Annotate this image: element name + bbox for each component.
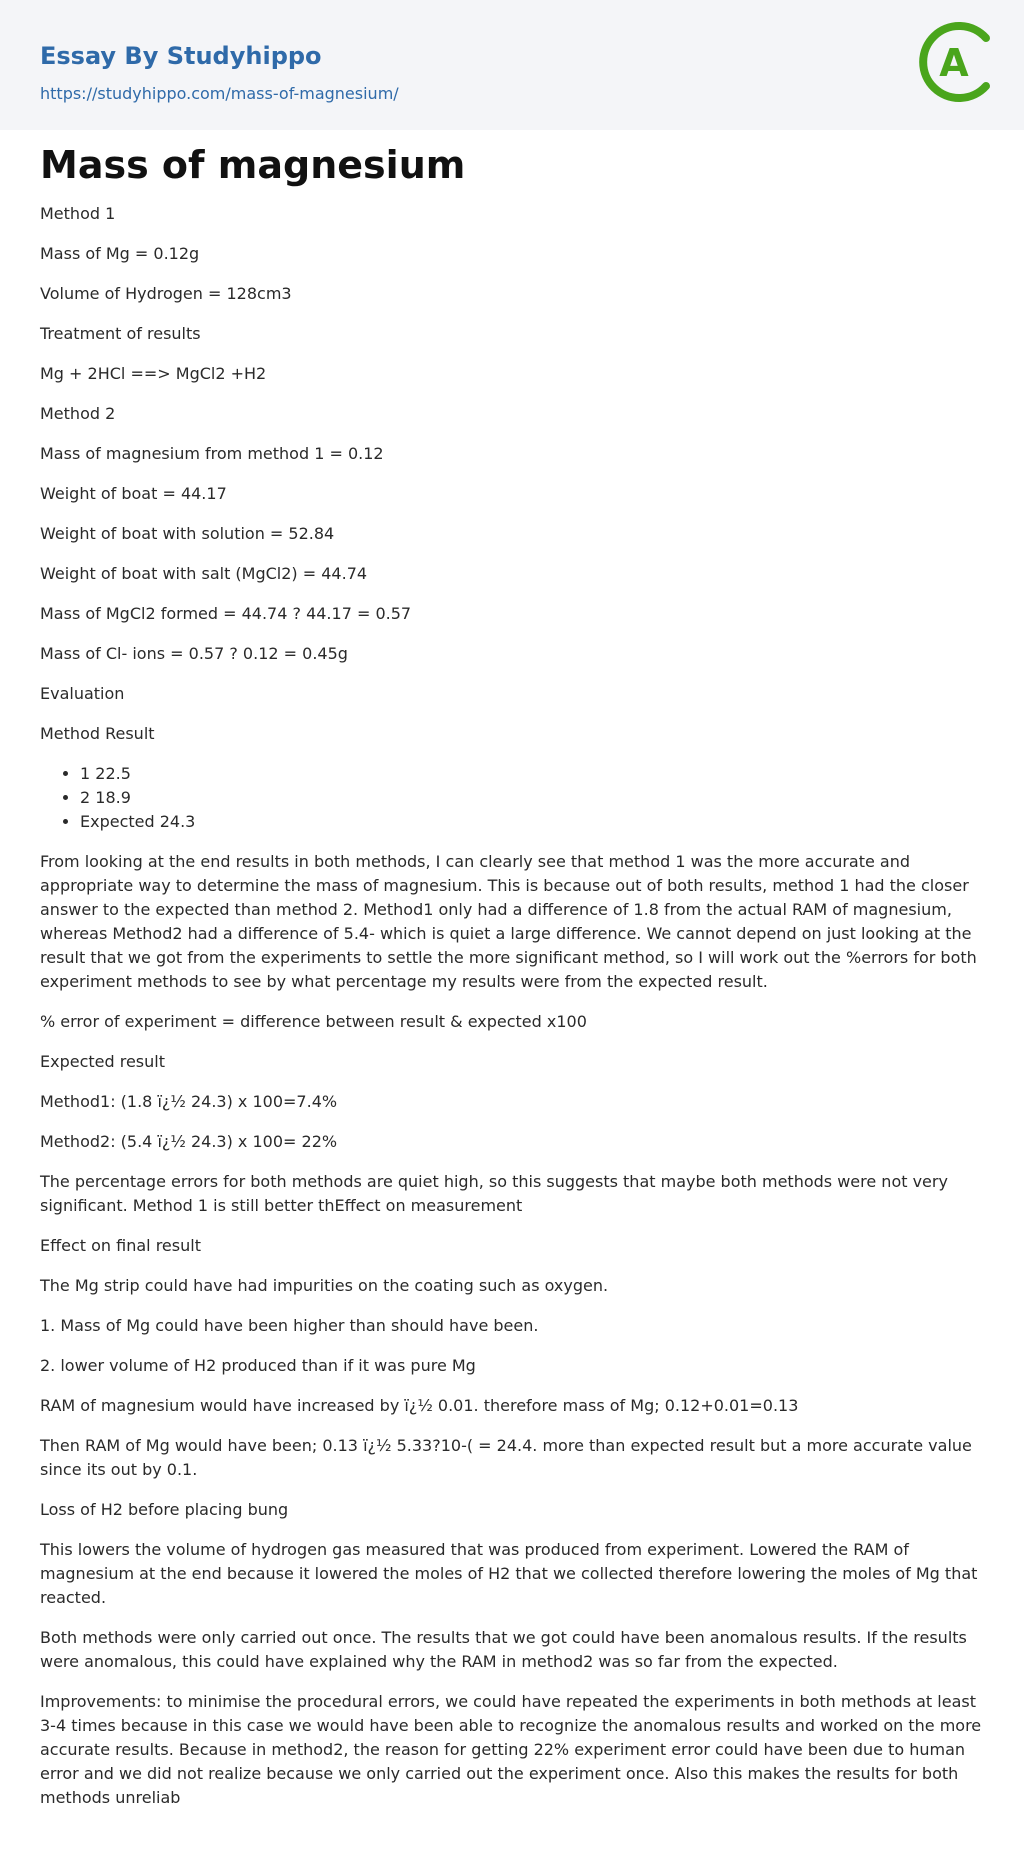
paragraph: Method1: (1.8 ï¿½ 24.3) x 100=7.4%	[40, 1092, 338, 1111]
paragraph: 1. Mass of Mg could have been higher than should have been.	[40, 1316, 539, 1335]
paragraph: Mass of MgCl2 formed = 44.74 ? 44.17 = 0.57	[40, 604, 412, 623]
paragraph: % error of experiment = difference between result & expected x100	[40, 1012, 587, 1031]
paragraph: Weight of boat with salt (MgCl2) = 44.74	[40, 564, 368, 583]
paragraph: 2. lower volume of H2 produced than if it was pure Mg	[40, 1356, 476, 1375]
paragraph: Method 2	[40, 404, 116, 423]
paragraphs-before-list	[40, 202, 984, 746]
paragraph: This lowers the volume of hydrogen gas measured that was produced from experiment. Lowered the RAM of magnesium at the end because it lowered the moles of H2 that we collected therefore lowering the moles of Mg that reacted.	[40, 1540, 978, 1607]
paragraph: RAM of magnesium would have increased by ï¿½ 0.01. therefore mass of Mg; 0.12+0.01=0.13	[40, 1396, 799, 1415]
paragraph: Both methods were only carried out once. The results that we got could have been anomalous results. If the results were anomalous, this could have explained why the RAM in method2 was so far from the expected.	[40, 1628, 967, 1671]
list-item: • 2 18.9	[80, 786, 984, 810]
paragraph: Mg + 2HCl ==> MgCl2 +H2	[40, 364, 267, 383]
paragraph: Then RAM of Mg would have been; 0.13 ï¿½ 5.33?10-( = 24.4. more than expected result but a more accurate value since its out by 0.1.	[40, 1436, 972, 1479]
paragraph: The Mg strip could have had impurities on the coating such as oxygen.	[40, 1276, 609, 1295]
paragraph: Effect on final result	[40, 1236, 201, 1255]
paragraph: Weight of boat with solution = 52.84	[40, 524, 335, 543]
results-list	[40, 762, 984, 834]
paragraph: Volume of Hydrogen = 128cm3	[40, 284, 292, 303]
paragraph: Method2: (5.4 ï¿½ 24.3) x 100= 22%	[40, 1132, 338, 1151]
paragraph: Loss of H2 before placing bung	[40, 1500, 289, 1519]
paragraph: Improvements: to minimise the procedural errors, we could have repeated the experiments in both methods at least 3-4 times because in this case we would have been able to recognize the anomalous results and worked on the more accurate results. Because in method2, the reason for getting 22% experiment error could have been due to human error and we did not realize because we only carried out the experiment once. Also this makes the results for both methods unreliab	[40, 1692, 982, 1807]
paragraph: Expected result	[40, 1052, 165, 1071]
site-brand[interactable]: Essay By Studyhippo	[40, 42, 322, 70]
paragraphs-after-list	[40, 850, 984, 1810]
article-title: Mass of magnesium	[40, 143, 466, 187]
paragraph: Mass of Mg = 0.12g	[40, 244, 200, 263]
paragraph: Treatment of results	[40, 324, 201, 343]
list-item: • Expected 24.3	[80, 810, 984, 834]
paragraph: Weight of boat = 44.17	[40, 484, 227, 503]
logo-letter: A	[939, 41, 969, 85]
article-content	[0, 130, 1024, 1810]
paragraph: From looking at the end results in both methods, I can clearly see that method 1 was the more accurate and appropriate way to determine the mass of magnesium. This is because out of both results, method 1 had the closer answer to the expected than method 2. Method1 only had a difference of 1.8 from the actual RAM of magnesium, whereas Method2 had a difference of 5.4- which is quiet a large difference. We cannot depend on just looking at the result that we got from the experiments to settle the more significant method, so I will work out the %errors for both experiment methods to see by what percentage my results were from the expected result.	[40, 852, 977, 991]
studyhippo-logo-icon[interactable]	[912, 18, 1000, 106]
paragraph: Method 1	[40, 204, 116, 223]
paragraph: Mass of Cl- ions = 0.57 ? 0.12 = 0.45g	[40, 644, 348, 663]
source-url-link[interactable]: https://studyhippo.com/mass-of-magnesium/	[40, 84, 399, 103]
paragraph: Evaluation	[40, 684, 125, 703]
page-header	[0, 0, 1024, 130]
paragraph: Mass of magnesium from method 1 = 0.12	[40, 444, 384, 463]
paragraph: The percentage errors for both methods are quiet high, so this suggests that maybe both methods were not very significant. Method 1 is still better thEffect on measurement	[40, 1172, 948, 1215]
list-item: • 1 22.5	[80, 762, 984, 786]
paragraph: Method Result	[40, 724, 155, 743]
